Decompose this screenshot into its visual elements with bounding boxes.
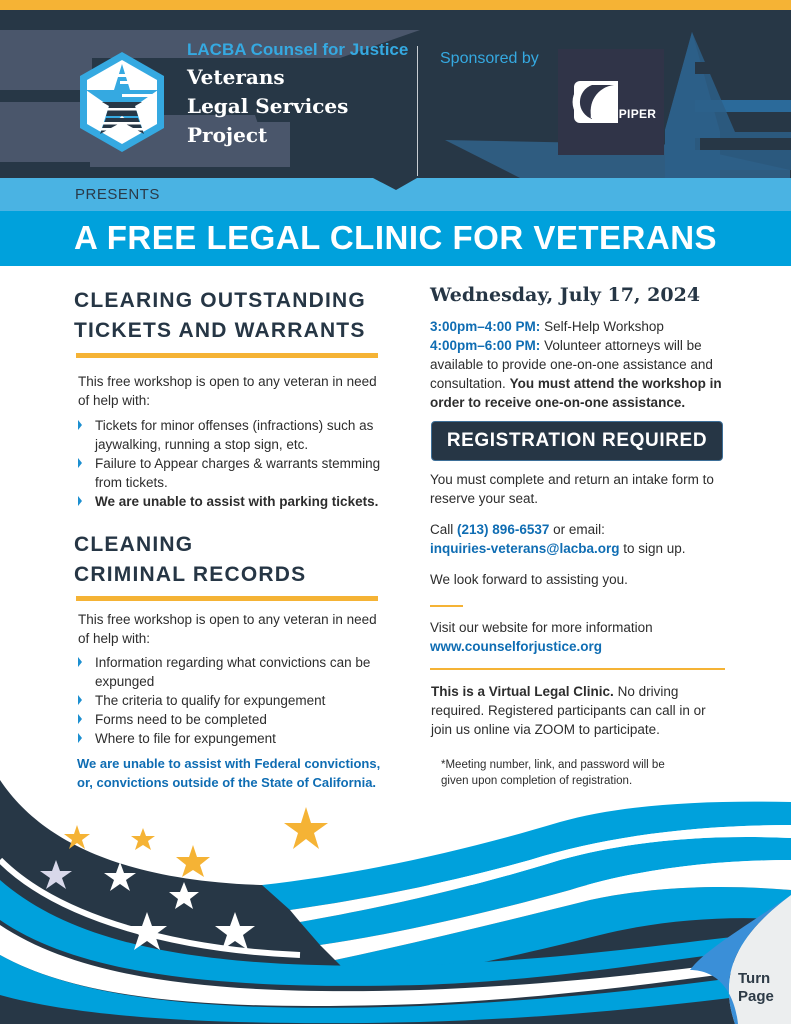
bullet-arrow-icon [78,496,82,506]
section1-intro: This free workshop is open to any veteran in need of help with: [78,374,377,408]
list-item: We are unable to assist with parking tickets. [78,492,383,511]
organization-name: LACBA Counsel for Justice [187,40,409,59]
registration-required-button[interactable]: REGISTRATION REQUIRED [431,421,723,461]
bullet-arrow-icon [78,657,82,667]
bullet-arrow-icon [78,458,82,468]
section2-intro: This free workshop is open to any veteran in need of help with: [78,612,377,646]
section2-bullet-list [78,653,378,748]
section1-bullet-list [78,416,383,511]
list-item: Information regarding what convictions can be expunged [78,653,378,691]
flag-wave-graphic [0,780,791,1024]
dla-piper-mark-icon [558,49,664,155]
website-block: Visit our website for more information www.counselforjustice.org [430,618,730,656]
presents-label: PRESENTS [75,186,160,203]
main-title: A FREE LEGAL CLINIC FOR VETERANS [74,219,718,256]
list-item: Failure to Appear charges & warrants stemming from tickets. [78,454,383,492]
website-link[interactable]: www.counselforjustice.org [430,639,603,654]
schedule-item: 3:00pm–4:00 PM: Self-Help Workshop [430,319,664,334]
project-title: Veterans Legal Services Project [187,65,349,147]
list-item: Tickets for minor offenses (infractions) such as jaywalking, running a stop sign, etc. [78,416,383,454]
schedule-item: 4:00pm–6:00 PM: Volunteer attorneys will be available to provide one-on-one assistance and consultation. You must attend the workshop in order to receive one-on-one assistance. [430,338,722,410]
schedule [430,317,730,412]
section2-disclaimer: We are unable to assist with Federal convictions, or, convictions outside of the State of California. [77,756,381,790]
intake-text: You must complete and return an intake form to reserve your seat. [430,472,714,506]
section1-heading: CLEARING OUTSTANDING TICKETS AND WARRANTS [74,289,366,342]
long-divider [430,668,725,670]
phone-link[interactable]: (213) 896-6537 [457,522,550,537]
short-divider [430,605,463,607]
event-date: Wednesday, July 17, 2024 [430,284,701,306]
veterans-star-hexagon-logo [78,50,166,154]
list-item: Forms need to be completed [78,710,378,729]
header-banner [0,10,791,178]
bullet-arrow-icon [78,733,82,743]
bullet-arrow-icon [78,714,82,724]
list-item: Where to file for expungement [78,729,378,748]
section2-heading: CLEANING CRIMINAL RECORDS [74,533,307,586]
bullet-arrow-icon [78,695,82,705]
top-accent-bar [0,0,791,10]
list-item: The criteria to qualify for expungement [78,691,378,710]
contact-info: Call (213) 896-6537 or email: inquiries-veterans@lacba.org to sign up. [430,522,686,556]
footnote: *Meeting number, link, and password will be given upon completion of registration. [441,759,665,787]
bullet-arrow-icon [78,420,82,430]
header-divider [417,46,418,176]
section2-rule [76,596,378,601]
sponsor-name: DLA PIPER [590,107,657,121]
closing-text: We look forward to assisting you. [430,572,628,587]
turn-page-indicator[interactable]: Turn Page [738,970,774,1005]
virtual-clinic-text: This is a Virtual Legal Clinic. No driving required. Registered participants can call in or join us online via ZOOM to participate. [431,684,706,737]
section1-rule [76,353,378,358]
email-link[interactable]: inquiries-veterans@lacba.org [430,541,620,556]
sponsored-by-label: Sponsored by [440,50,539,67]
sponsor-logo [558,49,664,155]
